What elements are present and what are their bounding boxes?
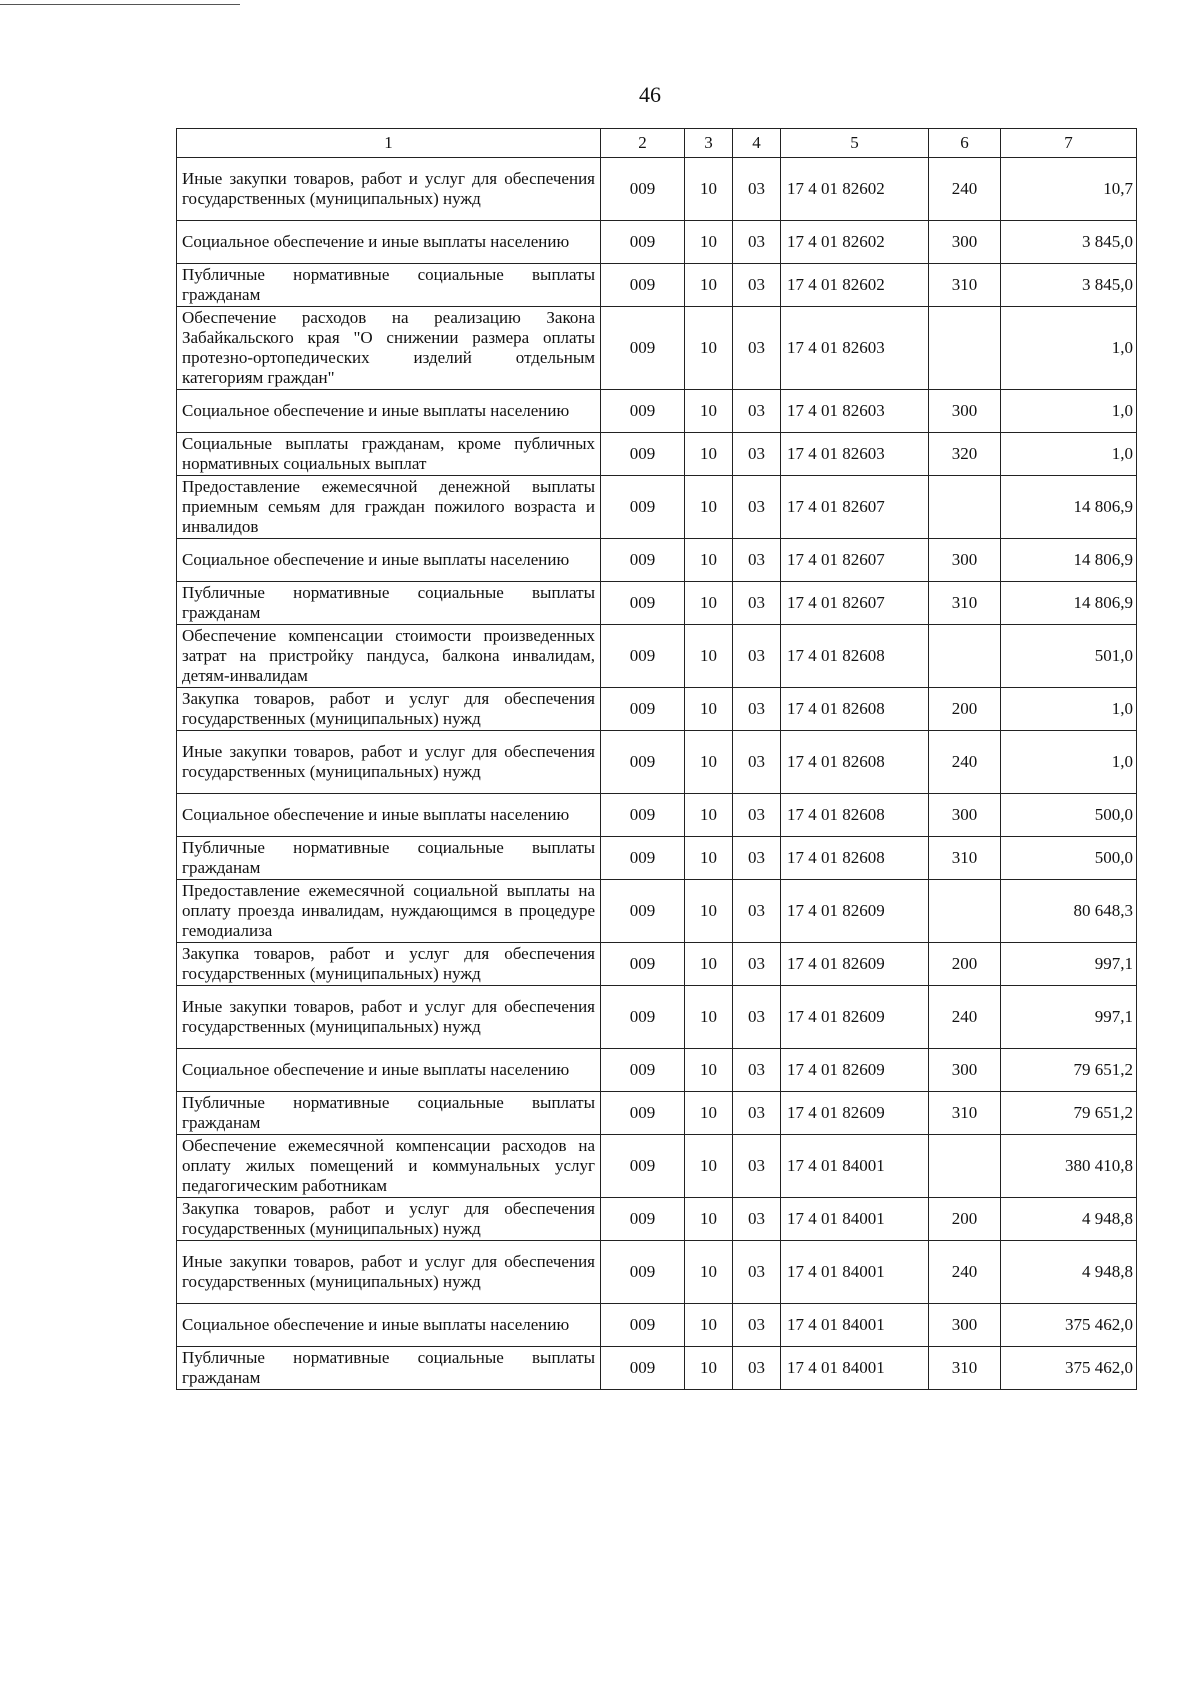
page-number: 46 bbox=[639, 82, 661, 107]
cell-amount: 79 651,2 bbox=[1001, 1092, 1137, 1135]
cell-subsection: 03 bbox=[733, 307, 781, 390]
cell-section: 10 bbox=[685, 986, 733, 1049]
cell-target-article: 17 4 01 82609 bbox=[781, 1092, 929, 1135]
cell-grbs: 009 bbox=[601, 1135, 685, 1198]
header-col-6: 6 bbox=[929, 129, 1001, 158]
cell-subsection: 03 bbox=[733, 986, 781, 1049]
cell-target-article: 17 4 01 82602 bbox=[781, 221, 929, 264]
cell-amount: 3 845,0 bbox=[1001, 264, 1137, 307]
cell-section: 10 bbox=[685, 433, 733, 476]
cell-description: Социальное обеспечение и иные выплаты населению bbox=[177, 1304, 601, 1347]
cell-target-article: 17 4 01 82603 bbox=[781, 307, 929, 390]
cell-subsection: 03 bbox=[733, 1135, 781, 1198]
cell-section: 10 bbox=[685, 1135, 733, 1198]
cell-target-article: 17 4 01 82609 bbox=[781, 880, 929, 943]
cell-description: Обеспечение компенсации стоимости произведенных затрат на пристройку пандуса, балкона инвалидам, детям-инвалидам bbox=[177, 625, 601, 688]
table-row bbox=[177, 1241, 1137, 1304]
cell-description: Обеспечение расходов на реализацию Закона Забайкальского края "О снижении размера оплаты протезно-ортопедических изделий отдельным категориям граждан" bbox=[177, 307, 601, 390]
cell-description: Социальные выплаты гражданам, кроме публичных нормативных социальных выплат bbox=[177, 433, 601, 476]
table-row bbox=[177, 1135, 1137, 1198]
cell-expense-type: 310 bbox=[929, 837, 1001, 880]
cell-target-article: 17 4 01 82608 bbox=[781, 688, 929, 731]
table-row bbox=[177, 1049, 1137, 1092]
cell-description: Иные закупки товаров, работ и услуг для обеспечения государственных (муниципальных) нужд bbox=[177, 1241, 601, 1304]
cell-target-article: 17 4 01 82609 bbox=[781, 943, 929, 986]
cell-description: Социальное обеспечение и иные выплаты населению bbox=[177, 539, 601, 582]
cell-target-article: 17 4 01 82608 bbox=[781, 625, 929, 688]
cell-amount: 14 806,9 bbox=[1001, 476, 1137, 539]
cell-expense-type bbox=[929, 880, 1001, 943]
cell-amount: 375 462,0 bbox=[1001, 1347, 1137, 1390]
cell-expense-type: 240 bbox=[929, 1241, 1001, 1304]
cell-expense-type bbox=[929, 1135, 1001, 1198]
cell-description: Социальное обеспечение и иные выплаты населению bbox=[177, 1049, 601, 1092]
cell-expense-type: 200 bbox=[929, 688, 1001, 731]
cell-subsection: 03 bbox=[733, 390, 781, 433]
table-header bbox=[177, 129, 1137, 158]
table-row bbox=[177, 1347, 1137, 1390]
cell-subsection: 03 bbox=[733, 794, 781, 837]
cell-amount: 10,7 bbox=[1001, 158, 1137, 221]
cell-subsection: 03 bbox=[733, 1347, 781, 1390]
cell-amount: 501,0 bbox=[1001, 625, 1137, 688]
cell-expense-type: 320 bbox=[929, 433, 1001, 476]
cell-amount: 997,1 bbox=[1001, 986, 1137, 1049]
cell-description: Публичные нормативные социальные выплаты гражданам bbox=[177, 264, 601, 307]
cell-expense-type: 300 bbox=[929, 539, 1001, 582]
cell-subsection: 03 bbox=[733, 625, 781, 688]
table-row bbox=[177, 625, 1137, 688]
cell-expense-type: 240 bbox=[929, 986, 1001, 1049]
cell-description: Социальное обеспечение и иные выплаты населению bbox=[177, 390, 601, 433]
cell-amount: 4 948,8 bbox=[1001, 1241, 1137, 1304]
cell-subsection: 03 bbox=[733, 1241, 781, 1304]
table-row bbox=[177, 837, 1137, 880]
cell-section: 10 bbox=[685, 688, 733, 731]
cell-description: Иные закупки товаров, работ и услуг для обеспечения государственных (муниципальных) нужд bbox=[177, 158, 601, 221]
cell-subsection: 03 bbox=[733, 1304, 781, 1347]
cell-grbs: 009 bbox=[601, 476, 685, 539]
cell-grbs: 009 bbox=[601, 1198, 685, 1241]
header-col-3: 3 bbox=[685, 129, 733, 158]
cell-grbs: 009 bbox=[601, 943, 685, 986]
cell-subsection: 03 bbox=[733, 264, 781, 307]
table-row bbox=[177, 986, 1137, 1049]
table-row bbox=[177, 539, 1137, 582]
cell-subsection: 03 bbox=[733, 1049, 781, 1092]
cell-subsection: 03 bbox=[733, 837, 781, 880]
cell-grbs: 009 bbox=[601, 264, 685, 307]
cell-grbs: 009 bbox=[601, 1241, 685, 1304]
cell-grbs: 009 bbox=[601, 794, 685, 837]
cell-amount: 1,0 bbox=[1001, 731, 1137, 794]
cell-grbs: 009 bbox=[601, 1049, 685, 1092]
cell-grbs: 009 bbox=[601, 1304, 685, 1347]
cell-section: 10 bbox=[685, 1304, 733, 1347]
table-row bbox=[177, 476, 1137, 539]
cell-amount: 80 648,3 bbox=[1001, 880, 1137, 943]
cell-target-article: 17 4 01 84001 bbox=[781, 1347, 929, 1390]
table-row bbox=[177, 943, 1137, 986]
header-row bbox=[177, 129, 1137, 158]
cell-section: 10 bbox=[685, 731, 733, 794]
cell-section: 10 bbox=[685, 880, 733, 943]
cell-target-article: 17 4 01 82609 bbox=[781, 1049, 929, 1092]
cell-section: 10 bbox=[685, 794, 733, 837]
cell-description: Публичные нормативные социальные выплаты гражданам bbox=[177, 582, 601, 625]
cell-description: Закупка товаров, работ и услуг для обеспечения государственных (муниципальных) нужд bbox=[177, 943, 601, 986]
cell-subsection: 03 bbox=[733, 943, 781, 986]
cell-grbs: 009 bbox=[601, 986, 685, 1049]
cell-description: Публичные нормативные социальные выплаты гражданам bbox=[177, 1347, 601, 1390]
header-col-1: 1 bbox=[177, 129, 601, 158]
cell-subsection: 03 bbox=[733, 880, 781, 943]
cell-amount: 375 462,0 bbox=[1001, 1304, 1137, 1347]
cell-subsection: 03 bbox=[733, 539, 781, 582]
cell-target-article: 17 4 01 84001 bbox=[781, 1304, 929, 1347]
table-row bbox=[177, 264, 1137, 307]
cell-section: 10 bbox=[685, 625, 733, 688]
cell-expense-type: 310 bbox=[929, 582, 1001, 625]
cell-target-article: 17 4 01 84001 bbox=[781, 1241, 929, 1304]
cell-expense-type bbox=[929, 476, 1001, 539]
cell-description: Иные закупки товаров, работ и услуг для обеспечения государственных (муниципальных) нужд bbox=[177, 731, 601, 794]
cell-section: 10 bbox=[685, 390, 733, 433]
header-col-7: 7 bbox=[1001, 129, 1137, 158]
cell-expense-type bbox=[929, 625, 1001, 688]
cell-description: Закупка товаров, работ и услуг для обеспечения государственных (муниципальных) нужд bbox=[177, 688, 601, 731]
cell-subsection: 03 bbox=[733, 433, 781, 476]
cell-grbs: 009 bbox=[601, 221, 685, 264]
cell-amount: 79 651,2 bbox=[1001, 1049, 1137, 1092]
cell-grbs: 009 bbox=[601, 625, 685, 688]
cell-section: 10 bbox=[685, 1347, 733, 1390]
cell-subsection: 03 bbox=[733, 1092, 781, 1135]
cell-grbs: 009 bbox=[601, 731, 685, 794]
cell-section: 10 bbox=[685, 1049, 733, 1092]
cell-grbs: 009 bbox=[601, 539, 685, 582]
header-col-4: 4 bbox=[733, 129, 781, 158]
cell-description: Предоставление ежемесячной денежной выплаты приемным семьям для граждан пожилого возраста и инвалидов bbox=[177, 476, 601, 539]
cell-target-article: 17 4 01 82602 bbox=[781, 158, 929, 221]
header-col-5: 5 bbox=[781, 129, 929, 158]
cell-section: 10 bbox=[685, 539, 733, 582]
cell-grbs: 009 bbox=[601, 307, 685, 390]
table-row bbox=[177, 1198, 1137, 1241]
cell-section: 10 bbox=[685, 307, 733, 390]
table-row bbox=[177, 390, 1137, 433]
table-body bbox=[177, 158, 1137, 1390]
cell-grbs: 009 bbox=[601, 582, 685, 625]
table-row bbox=[177, 731, 1137, 794]
cell-target-article: 17 4 01 84001 bbox=[781, 1198, 929, 1241]
cell-grbs: 009 bbox=[601, 837, 685, 880]
cell-grbs: 009 bbox=[601, 433, 685, 476]
table-row bbox=[177, 307, 1137, 390]
cell-section: 10 bbox=[685, 582, 733, 625]
cell-section: 10 bbox=[685, 221, 733, 264]
cell-section: 10 bbox=[685, 476, 733, 539]
cell-description: Публичные нормативные социальные выплаты гражданам bbox=[177, 1092, 601, 1135]
cell-target-article: 17 4 01 82607 bbox=[781, 582, 929, 625]
cell-target-article: 17 4 01 82607 bbox=[781, 476, 929, 539]
cell-amount: 380 410,8 bbox=[1001, 1135, 1137, 1198]
cell-amount: 1,0 bbox=[1001, 688, 1137, 731]
cell-expense-type: 310 bbox=[929, 1347, 1001, 1390]
cell-target-article: 17 4 01 82608 bbox=[781, 731, 929, 794]
cell-description: Обеспечение ежемесячной компенсации расходов на оплату жилых помещений и коммунальных услуг педагогическим работникам bbox=[177, 1135, 601, 1198]
cell-section: 10 bbox=[685, 1241, 733, 1304]
table-row bbox=[177, 582, 1137, 625]
cell-grbs: 009 bbox=[601, 1092, 685, 1135]
cell-section: 10 bbox=[685, 264, 733, 307]
cell-grbs: 009 bbox=[601, 688, 685, 731]
cell-target-article: 17 4 01 82609 bbox=[781, 986, 929, 1049]
cell-expense-type: 240 bbox=[929, 158, 1001, 221]
cell-subsection: 03 bbox=[733, 688, 781, 731]
cell-amount: 1,0 bbox=[1001, 307, 1137, 390]
cell-section: 10 bbox=[685, 1092, 733, 1135]
cell-subsection: 03 bbox=[733, 1198, 781, 1241]
cell-target-article: 17 4 01 82603 bbox=[781, 433, 929, 476]
cell-subsection: 03 bbox=[733, 731, 781, 794]
table-row bbox=[177, 688, 1137, 731]
cell-description: Предоставление ежемесячной социальной выплаты на оплату проезда инвалидам, нуждающимся в процедуре гемодиализа bbox=[177, 880, 601, 943]
cell-amount: 1,0 bbox=[1001, 390, 1137, 433]
cell-section: 10 bbox=[685, 1198, 733, 1241]
cell-section: 10 bbox=[685, 158, 733, 221]
cell-expense-type: 240 bbox=[929, 731, 1001, 794]
table-row bbox=[177, 880, 1137, 943]
table-row bbox=[177, 1092, 1137, 1135]
table-row bbox=[177, 1304, 1137, 1347]
cell-grbs: 009 bbox=[601, 158, 685, 221]
cell-expense-type: 300 bbox=[929, 390, 1001, 433]
cell-grbs: 009 bbox=[601, 390, 685, 433]
cell-target-article: 17 4 01 82602 bbox=[781, 264, 929, 307]
cell-expense-type: 300 bbox=[929, 794, 1001, 837]
budget-table bbox=[176, 128, 1137, 1390]
cell-subsection: 03 bbox=[733, 221, 781, 264]
table-row bbox=[177, 158, 1137, 221]
header-col-2: 2 bbox=[601, 129, 685, 158]
cell-expense-type bbox=[929, 307, 1001, 390]
cell-description: Публичные нормативные социальные выплаты гражданам bbox=[177, 837, 601, 880]
cell-target-article: 17 4 01 82607 bbox=[781, 539, 929, 582]
cell-section: 10 bbox=[685, 943, 733, 986]
cell-subsection: 03 bbox=[733, 476, 781, 539]
table-row bbox=[177, 221, 1137, 264]
cell-subsection: 03 bbox=[733, 582, 781, 625]
cell-expense-type: 310 bbox=[929, 1092, 1001, 1135]
cell-amount: 500,0 bbox=[1001, 837, 1137, 880]
cell-description: Социальное обеспечение и иные выплаты населению bbox=[177, 221, 601, 264]
cell-amount: 997,1 bbox=[1001, 943, 1137, 986]
cell-amount: 14 806,9 bbox=[1001, 582, 1137, 625]
cell-expense-type: 310 bbox=[929, 264, 1001, 307]
cell-expense-type: 300 bbox=[929, 1049, 1001, 1092]
cell-target-article: 17 4 01 82608 bbox=[781, 837, 929, 880]
table-row bbox=[177, 794, 1137, 837]
cell-description: Закупка товаров, работ и услуг для обеспечения государственных (муниципальных) нужд bbox=[177, 1198, 601, 1241]
cell-expense-type: 300 bbox=[929, 1304, 1001, 1347]
cell-subsection: 03 bbox=[733, 158, 781, 221]
cell-amount: 14 806,9 bbox=[1001, 539, 1137, 582]
cell-amount: 1,0 bbox=[1001, 433, 1137, 476]
cell-target-article: 17 4 01 84001 bbox=[781, 1135, 929, 1198]
cell-description: Иные закупки товаров, работ и услуг для обеспечения государственных (муниципальных) нужд bbox=[177, 986, 601, 1049]
table-row bbox=[177, 433, 1137, 476]
cell-target-article: 17 4 01 82608 bbox=[781, 794, 929, 837]
cell-amount: 3 845,0 bbox=[1001, 221, 1137, 264]
scan-artifact-line bbox=[0, 4, 240, 5]
cell-expense-type: 200 bbox=[929, 943, 1001, 986]
cell-grbs: 009 bbox=[601, 1347, 685, 1390]
cell-expense-type: 300 bbox=[929, 221, 1001, 264]
cell-amount: 500,0 bbox=[1001, 794, 1137, 837]
cell-grbs: 009 bbox=[601, 880, 685, 943]
cell-target-article: 17 4 01 82603 bbox=[781, 390, 929, 433]
cell-amount: 4 948,8 bbox=[1001, 1198, 1137, 1241]
cell-section: 10 bbox=[685, 837, 733, 880]
cell-description: Социальное обеспечение и иные выплаты населению bbox=[177, 794, 601, 837]
cell-expense-type: 200 bbox=[929, 1198, 1001, 1241]
